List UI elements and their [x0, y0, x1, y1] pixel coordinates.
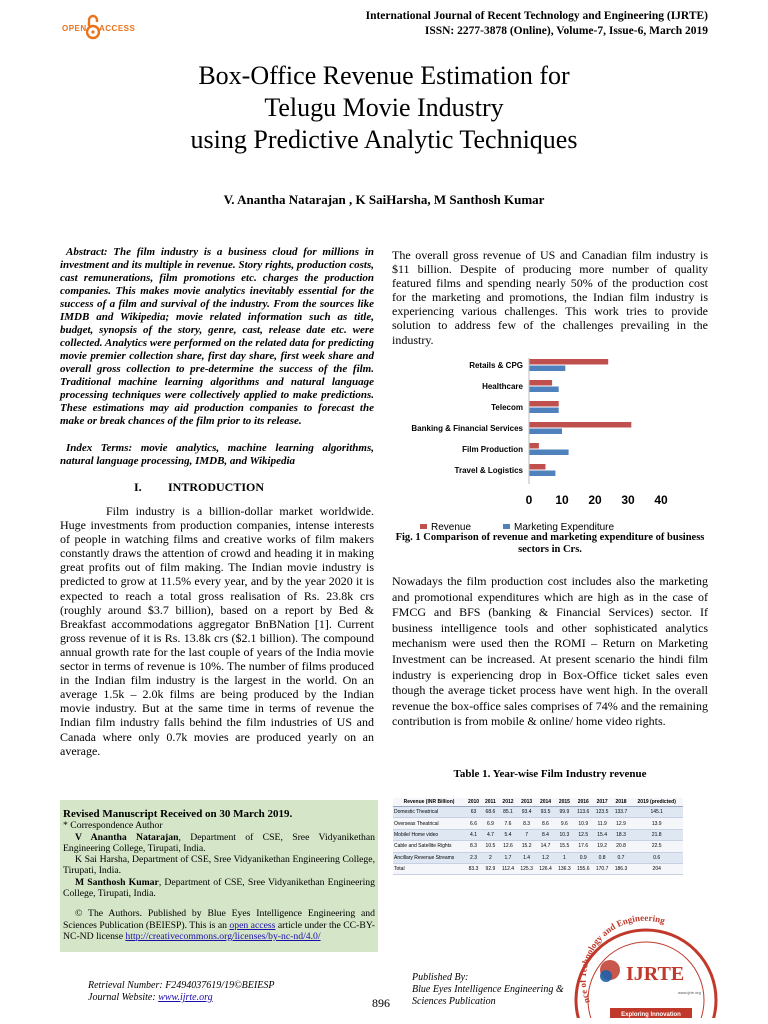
x-tick-label: 30: [621, 493, 635, 507]
table-row: [393, 818, 683, 829]
legend-swatch: [420, 524, 427, 529]
table-cell: 17.6: [574, 841, 593, 852]
table-cell: 125.3: [517, 863, 536, 874]
table-cell: 0.8: [593, 852, 612, 863]
seal-arc-text: nce of Technology and Engineering: [577, 914, 667, 1005]
figure-caption: Fig. 1 Comparison of revenue and marketing expenditure of business sectors in Crs.: [395, 532, 705, 555]
table-header-cell: Revenue (INR Billion): [393, 798, 465, 807]
table-cell: 83.3: [465, 863, 482, 874]
table-cell: 8.3: [517, 818, 536, 829]
table-cell: 9.6: [555, 818, 574, 829]
author-affiliation-1: [63, 832, 375, 855]
journal-website: [88, 992, 274, 1004]
bar-revenue: [529, 380, 552, 386]
bar-revenue: [529, 422, 631, 428]
open-access-right-text: ACCESS: [99, 24, 136, 33]
table-cell: 6.6: [465, 818, 482, 829]
table-cell: 13.9: [630, 818, 683, 829]
title-line-2: Telugu Movie Industry: [264, 93, 504, 122]
journal-issn: ISSN: 2277-3878 (Online), Volume-7, Issue-6, March 2019: [424, 25, 708, 37]
footer-right: [412, 972, 564, 1008]
table-cell: 0.7: [612, 852, 631, 863]
paper-title: [0, 60, 768, 156]
author-3-name: M Santhosh Kumar: [75, 876, 159, 888]
right-paragraph-2: Nowadays the film production cost includes also the marketing and promotional expenditures which are high as in the case of FMCG and BFS (banking & Financial Services) sector. If business intelligence tools and other sophisticated analytics mechanism were used then the ROMI – Return on Marketing Investment can be increased. At present scenario the hindi film industry is experiencing drop in Box-Office ticket sales even though the average ticket process have went high. In the overall revenue the box-office sales comprises of 74% and the remaining contribution is from mobile & online/ home video rights.: [392, 574, 708, 729]
row-label: Overseas Theatrical: [393, 818, 465, 829]
table-cell: 8.6: [536, 818, 555, 829]
table-cell: 123.5: [593, 807, 612, 818]
seal-brand: IJRTE: [626, 963, 685, 985]
category-label: Healthcare: [482, 382, 523, 391]
table-cell: 8.4: [536, 829, 555, 840]
table-title: Table 1. Year-wise Film Industry revenue: [453, 768, 647, 780]
row-label: Cable and Satellite Rights: [393, 841, 465, 852]
table-cell: 12.6: [499, 841, 517, 852]
table-header-cell: 2019 (predicted): [630, 798, 683, 807]
table-row: [393, 863, 683, 874]
legend-swatch: [503, 524, 510, 529]
section-title: INTRODUCTION: [168, 480, 265, 494]
x-tick-label: 40: [654, 493, 668, 507]
published-by: Published By:: [412, 972, 469, 983]
table-cell: 145.1: [630, 807, 683, 818]
page-number: 896: [372, 996, 390, 1010]
table-cell: 6.9: [482, 818, 499, 829]
table-header-cell: 2011: [482, 798, 499, 807]
intro-paragraph: Film industry is a billion-dollar market worldwide. Huge investments from production companies, intense interests of people in watching films and creative works of film makers constantly draws the attention of crowd and heading it in making great profits out of film making. The Indian movie industry is predicted to grow at 11.5% every year, and by the year 2020 it is expected to reach a total gross realisation of Rs. 23.8k crs (roughly around $3.7 billion), based on a report by Bed & Breakfast accommodations aggregator BnBNation [1]. Current gross revenue of it is Rs. 13.8k crs ($2.1 billion). The compound annual growth rate for the last couple of years of the India movie sector in terms of revenue is 10%. The number of films produced in the Indian film industry is the largest in the world. On an average 1.5k – 2.0k films are being produced by the Indian movie industry. But at the same time in terms of revenue the Indian film industry falls behind the film industries of US and Canada where only 0.7k movies are produced yearly on an average.: [60, 504, 374, 758]
table-cell: 93.4: [517, 807, 536, 818]
bar-marketing: [529, 387, 559, 393]
author-affiliation-3: [63, 877, 375, 900]
table-row: [393, 841, 683, 852]
table-cell: 7: [517, 829, 536, 840]
category-label: Retails & CPG: [469, 361, 523, 370]
table-cell: 19.2: [593, 841, 612, 852]
table-cell: 1: [555, 852, 574, 863]
table-header-cell: 2014: [536, 798, 555, 807]
table-cell: 99.9: [555, 807, 574, 818]
table-cell: 20.8: [612, 841, 631, 852]
table-header-row: [393, 798, 683, 807]
sector-bar-chart: [392, 352, 708, 532]
legend-label: Revenue: [431, 522, 472, 532]
bar-marketing: [529, 429, 562, 435]
table-cell: 1.4: [517, 852, 536, 863]
table-header-cell: 2013: [517, 798, 536, 807]
open-access-logo: [62, 14, 136, 42]
table-header-cell: 2010: [465, 798, 482, 807]
license-pre: © The Authors. Published by Blue Eyes Intelligence Engineering and Sciences Publication (BEIESP). This is an: [63, 908, 375, 931]
table-cell: 1.2: [536, 852, 555, 863]
index-terms: Index Terms: movie analytics, machine learning algorithms, natural language processing, IMDB, and Wikipedia: [60, 442, 374, 467]
table-header-cell: 2017: [593, 798, 612, 807]
table-cell: 12.5: [574, 829, 593, 840]
table-cell: 186.3: [612, 863, 631, 874]
author-3-aff: , Department of CSE, Sree Vidyanikethan Engineering College, Tirupati, India.: [63, 876, 375, 900]
table-cell: 14.7: [536, 841, 555, 852]
table-cell: 7.6: [499, 818, 517, 829]
category-label: Telecom: [491, 403, 523, 412]
table-header-cell: 2012: [499, 798, 517, 807]
retrieval-number: Retrieval Number: F2494037619/19©BEIESP: [88, 980, 275, 991]
legend-label: Marketing Expenditure: [514, 522, 615, 532]
author-1-aff: , Department of CSE, Sree Vidyanikethan Engineering College, Tirupati, India.: [63, 831, 375, 854]
table-cell: 11.9: [593, 818, 612, 829]
table-cell: 170.7: [593, 863, 612, 874]
table-cell: 10.9: [574, 818, 593, 829]
website-label: Journal Website:: [88, 992, 159, 1003]
x-tick-label: 10: [555, 493, 569, 507]
bar-revenue: [529, 464, 546, 470]
correspondence-note: * Correspondence Author: [63, 820, 163, 832]
table-cell: 85.1: [499, 807, 517, 818]
row-label: Domestic Theatrical: [393, 807, 465, 818]
table-header-cell: 2015: [555, 798, 574, 807]
table-cell: 15.2: [517, 841, 536, 852]
open-access-link[interactable]: open access: [229, 919, 276, 931]
section-number: I.: [134, 480, 142, 494]
table-cell: 4.7: [482, 829, 499, 840]
manuscript-info-box: [60, 800, 378, 952]
table-cell: 10.5: [482, 841, 499, 852]
author-1-name: V Anantha Natarajan: [75, 831, 179, 843]
bar-marketing: [529, 408, 559, 414]
table-row: [393, 829, 683, 840]
x-tick-label: 20: [588, 493, 602, 507]
authors: V. Anantha Natarajan , K SaiHarsha, M Santhosh Kumar: [223, 192, 545, 207]
table-row: [393, 852, 683, 863]
category-label: Film Production: [462, 445, 523, 454]
website-link[interactable]: www.ijrte.org: [158, 992, 213, 1003]
seal-url: www.ijrte.org: [678, 990, 701, 995]
table-cell: 21.8: [630, 829, 683, 840]
category-label: Banking & Financial Services: [411, 424, 523, 433]
open-access-left-text: OPEN: [62, 24, 87, 33]
table-cell: 68.6: [482, 807, 499, 818]
category-label: Travel & Logistics: [454, 466, 523, 475]
journal-name: International Journal of Recent Technology and Engineering (IJRTE): [365, 10, 708, 22]
bar-marketing: [529, 366, 565, 372]
right-paragraph-1: The overall gross revenue of US and Canadian film industry is $11 billion. Despite of producing more number of quality featured films and spending nearly 50% of the production cost for the marketing and promotions, the Indian film industry is experiencing various challenges. This work tries to provide solution to address few of the challenges prevailing in the industry.: [392, 248, 708, 347]
table-cell: 5.4: [499, 829, 517, 840]
ijrte-seal: [570, 914, 720, 1018]
table-cell: 93.5: [536, 807, 555, 818]
author-affiliation-2: K Sai Harsha, Department of CSE, Sree Vidyanikethan Engineering College, Tirupati, India.: [63, 854, 375, 877]
table-cell: 112.4: [499, 863, 517, 874]
footer-left: [88, 980, 274, 1004]
row-label: Ancillary Revenue Streams: [393, 852, 465, 863]
table-cell: 0.9: [574, 852, 593, 863]
x-tick-label: 0: [525, 493, 533, 507]
license-link[interactable]: http://creativecommons.org/licenses/by-nc-nd/4.0/: [125, 930, 321, 942]
table-cell: 113.6: [574, 807, 593, 818]
table-cell: 0.6: [630, 852, 683, 863]
table-row: [393, 807, 683, 818]
table-cell: 2: [482, 852, 499, 863]
title-line-1: Box-Office Revenue Estimation for: [198, 61, 570, 90]
table-cell: 4.1: [465, 829, 482, 840]
table-cell: 133.7: [612, 807, 631, 818]
open-lock-icon: [86, 14, 100, 40]
table-cell: 1.7: [499, 852, 517, 863]
abstract: Abstract: The film industry is a business cloud for millions in investment and its multiple in revenue. Story rights, production costs, cast remunerations, film promotions etc. charges the production companies. This makes movie analytics inevitably essential for the success of a film and survival of the industry. From the sources like IMDB and Wikipedia; movie related information such as title, budget, synopsis of the story, genre, cast, release date etc. were collected. Analytics were performed on the related data for predicting movie premier collection share, first day share, first week share and overall gross collection to pre-determine the success of the film. Traditional machine learning algorithms and natural language processing techniques were collectively applied to make predictions. These estimations may aid production companies to forecast the make or break chances of the film prior to its release.: [60, 246, 374, 427]
publisher-line-2: Sciences Publication: [412, 996, 496, 1007]
table-cell: 2.3: [465, 852, 482, 863]
license-mid: article under the CC-BY-NC-ND license: [63, 919, 375, 942]
table-cell: 136.3: [555, 863, 574, 874]
introduction-text: [60, 504, 374, 758]
table-cell: 15.4: [593, 829, 612, 840]
bar-revenue: [529, 443, 539, 449]
bar-revenue: [529, 359, 608, 365]
table-cell: 126.4: [536, 863, 555, 874]
license-text: [63, 908, 375, 942]
row-label: Mobile/ Home video: [393, 829, 465, 840]
bar-marketing: [529, 450, 569, 456]
table-cell: 63: [465, 807, 482, 818]
bar-revenue: [529, 401, 559, 407]
table-cell: 155.6: [574, 863, 593, 874]
table-header-cell: 2018: [612, 798, 631, 807]
table-cell: 15.5: [555, 841, 574, 852]
table-cell: 12.9: [612, 818, 631, 829]
table-cell: 10.3: [555, 829, 574, 840]
table-header-cell: 2016: [574, 798, 593, 807]
table-cell: 18.3: [612, 829, 631, 840]
bar-marketing: [529, 471, 555, 477]
row-label: Total: [393, 863, 465, 874]
table-cell: 8.3: [465, 841, 482, 852]
title-line-3: using Predictive Analytic Techniques: [190, 125, 578, 154]
revenue-table: [393, 798, 683, 875]
table-cell: 22.5: [630, 841, 683, 852]
table-cell: 204: [630, 863, 683, 874]
revised-date: Revised Manuscript Received on 30 March 2019.: [63, 808, 293, 820]
table-cell: 92.9: [482, 863, 499, 874]
seal-tagline: Exploring Innovation: [621, 1012, 681, 1018]
publisher-line-1: Blue Eyes Intelligence Engineering &: [412, 984, 564, 995]
